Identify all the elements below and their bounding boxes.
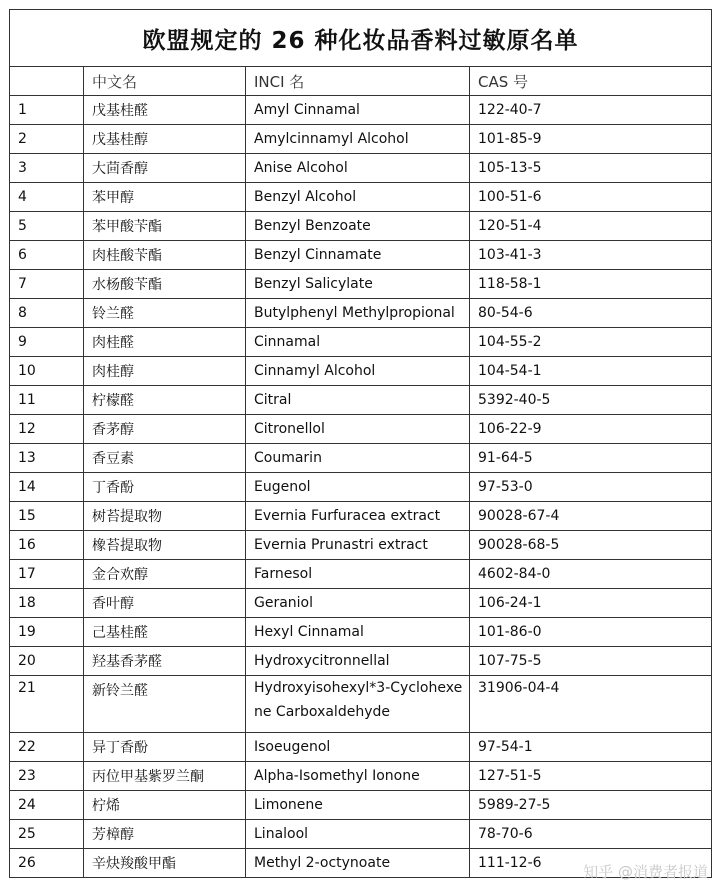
- row-number: 7: [10, 270, 84, 299]
- row-chinese-name: 戊基桂醇: [84, 125, 246, 154]
- table-row: [10, 154, 712, 183]
- row-number: 26: [10, 849, 84, 878]
- row-number: 4: [10, 183, 84, 212]
- row-inci-name: Cinnamal: [246, 328, 470, 357]
- row-chinese-name: 辛炔羧酸甲酯: [84, 849, 246, 878]
- row-cas-number: 118-58-1: [470, 270, 712, 299]
- row-inci-name: Benzyl Alcohol: [246, 183, 470, 212]
- table-row: [10, 212, 712, 241]
- row-cas-number: 104-54-1: [470, 357, 712, 386]
- row-number: 10: [10, 357, 84, 386]
- row-inci-name: Alpha-Isomethyl Ionone: [246, 762, 470, 791]
- row-inci-name: Citral: [246, 386, 470, 415]
- row-chinese-name: 香茅醇: [84, 415, 246, 444]
- row-cas-number: 106-24-1: [470, 589, 712, 618]
- row-number: 17: [10, 560, 84, 589]
- row-number: 1: [10, 96, 84, 125]
- row-inci-name: Anise Alcohol: [246, 154, 470, 183]
- row-inci-name: Evernia Furfuracea extract: [246, 502, 470, 531]
- title-row: [10, 10, 712, 67]
- table-row: [10, 357, 712, 386]
- row-chinese-name: 肉桂醇: [84, 357, 246, 386]
- row-number: 23: [10, 762, 84, 791]
- row-chinese-name: 水杨酸苄酯: [84, 270, 246, 299]
- row-inci-name: Evernia Prunastri extract: [246, 531, 470, 560]
- row-chinese-name: 柠烯: [84, 791, 246, 820]
- row-cas-number: 31906-04-4: [470, 676, 712, 733]
- table-row: [10, 125, 712, 154]
- row-chinese-name: 苯甲酸苄酯: [84, 212, 246, 241]
- row-number: 6: [10, 241, 84, 270]
- row-cas-number: 101-86-0: [470, 618, 712, 647]
- row-number: 3: [10, 154, 84, 183]
- row-chinese-name: 柠檬醛: [84, 386, 246, 415]
- header-inci-name: INCI 名: [246, 67, 470, 96]
- row-chinese-name: 香豆素: [84, 444, 246, 473]
- table-row: [10, 531, 712, 560]
- row-inci-name: Linalool: [246, 820, 470, 849]
- table-row: [10, 502, 712, 531]
- table-row: [10, 647, 712, 676]
- row-cas-number: 127-51-5: [470, 762, 712, 791]
- row-number: 15: [10, 502, 84, 531]
- table-row: [10, 762, 712, 791]
- row-cas-number: 80-54-6: [470, 299, 712, 328]
- row-number: 24: [10, 791, 84, 820]
- row-chinese-name: 树苔提取物: [84, 502, 246, 531]
- row-chinese-name: 己基桂醛: [84, 618, 246, 647]
- row-number: 2: [10, 125, 84, 154]
- row-number: 18: [10, 589, 84, 618]
- watermark: 知乎 @消费者报道: [583, 863, 708, 881]
- header-cas-number: CAS 号: [470, 67, 712, 96]
- row-inci-name: Limonene: [246, 791, 470, 820]
- row-inci-name: Benzyl Cinnamate: [246, 241, 470, 270]
- row-cas-number: 106-22-9: [470, 415, 712, 444]
- row-inci-name: Coumarin: [246, 444, 470, 473]
- row-inci-name: Amyl Cinnamal: [246, 96, 470, 125]
- row-cas-number: 104-55-2: [470, 328, 712, 357]
- row-number: 16: [10, 531, 84, 560]
- table-row: [10, 444, 712, 473]
- row-number: 8: [10, 299, 84, 328]
- table-row: [10, 183, 712, 212]
- table-row: [10, 386, 712, 415]
- table-row: [10, 676, 712, 733]
- table-row: [10, 96, 712, 125]
- row-chinese-name: 苯甲醇: [84, 183, 246, 212]
- table-row: [10, 270, 712, 299]
- row-chinese-name: 丁香酚: [84, 473, 246, 502]
- row-inci-name: Eugenol: [246, 473, 470, 502]
- row-inci-name: Cinnamyl Alcohol: [246, 357, 470, 386]
- row-chinese-name: 橡苔提取物: [84, 531, 246, 560]
- row-number: 9: [10, 328, 84, 357]
- row-number: 20: [10, 647, 84, 676]
- row-number: 21: [10, 676, 84, 733]
- table-row: [10, 560, 712, 589]
- row-cas-number: 97-53-0: [470, 473, 712, 502]
- table-row: [10, 328, 712, 357]
- table-row: [10, 241, 712, 270]
- row-chinese-name: 大茴香醇: [84, 154, 246, 183]
- table-row: [10, 733, 712, 762]
- row-inci-name: Methyl 2-octynoate: [246, 849, 470, 878]
- row-chinese-name: 芳樟醇: [84, 820, 246, 849]
- table-row: [10, 473, 712, 502]
- row-inci-name: Geraniol: [246, 589, 470, 618]
- row-number: 13: [10, 444, 84, 473]
- row-number: 19: [10, 618, 84, 647]
- row-cas-number: 5392-40-5: [470, 386, 712, 415]
- row-inci-name: Hydroxyisohexyl*3-Cyclohexene Carboxaldehyde: [246, 676, 470, 733]
- row-number: 11: [10, 386, 84, 415]
- header-row: [10, 67, 712, 96]
- row-inci-name: Hexyl Cinnamal: [246, 618, 470, 647]
- row-cas-number: 91-64-5: [470, 444, 712, 473]
- row-inci-name: Benzyl Benzoate: [246, 212, 470, 241]
- row-inci-name: Butylphenyl Methylpropional: [246, 299, 470, 328]
- row-number: 22: [10, 733, 84, 762]
- table-row: [10, 791, 712, 820]
- row-cas-number: 4602-84-0: [470, 560, 712, 589]
- row-number: 25: [10, 820, 84, 849]
- row-inci-name: Hydroxycitronnellal: [246, 647, 470, 676]
- table-row: [10, 589, 712, 618]
- row-chinese-name: 丙位甲基紫罗兰酮: [84, 762, 246, 791]
- row-chinese-name: 肉桂醛: [84, 328, 246, 357]
- row-cas-number: 100-51-6: [470, 183, 712, 212]
- row-chinese-name: 异丁香酚: [84, 733, 246, 762]
- row-cas-number: 5989-27-5: [470, 791, 712, 820]
- row-chinese-name: 羟基香茅醛: [84, 647, 246, 676]
- row-inci-name: Isoeugenol: [246, 733, 470, 762]
- row-number: 5: [10, 212, 84, 241]
- row-chinese-name: 香叶醇: [84, 589, 246, 618]
- row-cas-number: 90028-67-4: [470, 502, 712, 531]
- row-number: 12: [10, 415, 84, 444]
- row-inci-name: Citronellol: [246, 415, 470, 444]
- table-body: [10, 10, 712, 878]
- table-row: [10, 415, 712, 444]
- table-row: [10, 299, 712, 328]
- row-cas-number: 107-75-5: [470, 647, 712, 676]
- row-cas-number: 111-12-6: [470, 849, 712, 878]
- row-cas-number: 90028-68-5: [470, 531, 712, 560]
- row-chinese-name: 金合欢醇: [84, 560, 246, 589]
- row-inci-name: Benzyl Salicylate: [246, 270, 470, 299]
- row-cas-number: 97-54-1: [470, 733, 712, 762]
- row-inci-name: Amylcinnamyl Alcohol: [246, 125, 470, 154]
- row-cas-number: 101-85-9: [470, 125, 712, 154]
- row-cas-number: 122-40-7: [470, 96, 712, 125]
- row-chinese-name: 新铃兰醛: [84, 676, 246, 733]
- row-cas-number: 105-13-5: [470, 154, 712, 183]
- allergen-table: [9, 9, 712, 878]
- header-chinese-name: 中文名: [84, 67, 246, 96]
- table-row: [10, 820, 712, 849]
- row-inci-name: Farnesol: [246, 560, 470, 589]
- row-cas-number: 120-51-4: [470, 212, 712, 241]
- table-row: [10, 618, 712, 647]
- row-cas-number: 78-70-6: [470, 820, 712, 849]
- header-number: [10, 67, 84, 96]
- row-cas-number: 103-41-3: [470, 241, 712, 270]
- row-chinese-name: 肉桂酸苄酯: [84, 241, 246, 270]
- row-chinese-name: 铃兰醛: [84, 299, 246, 328]
- row-chinese-name: 戊基桂醛: [84, 96, 246, 125]
- row-number: 14: [10, 473, 84, 502]
- page-title: 欧盟规定的 26 种化妆品香料过敏原名单: [10, 10, 712, 67]
